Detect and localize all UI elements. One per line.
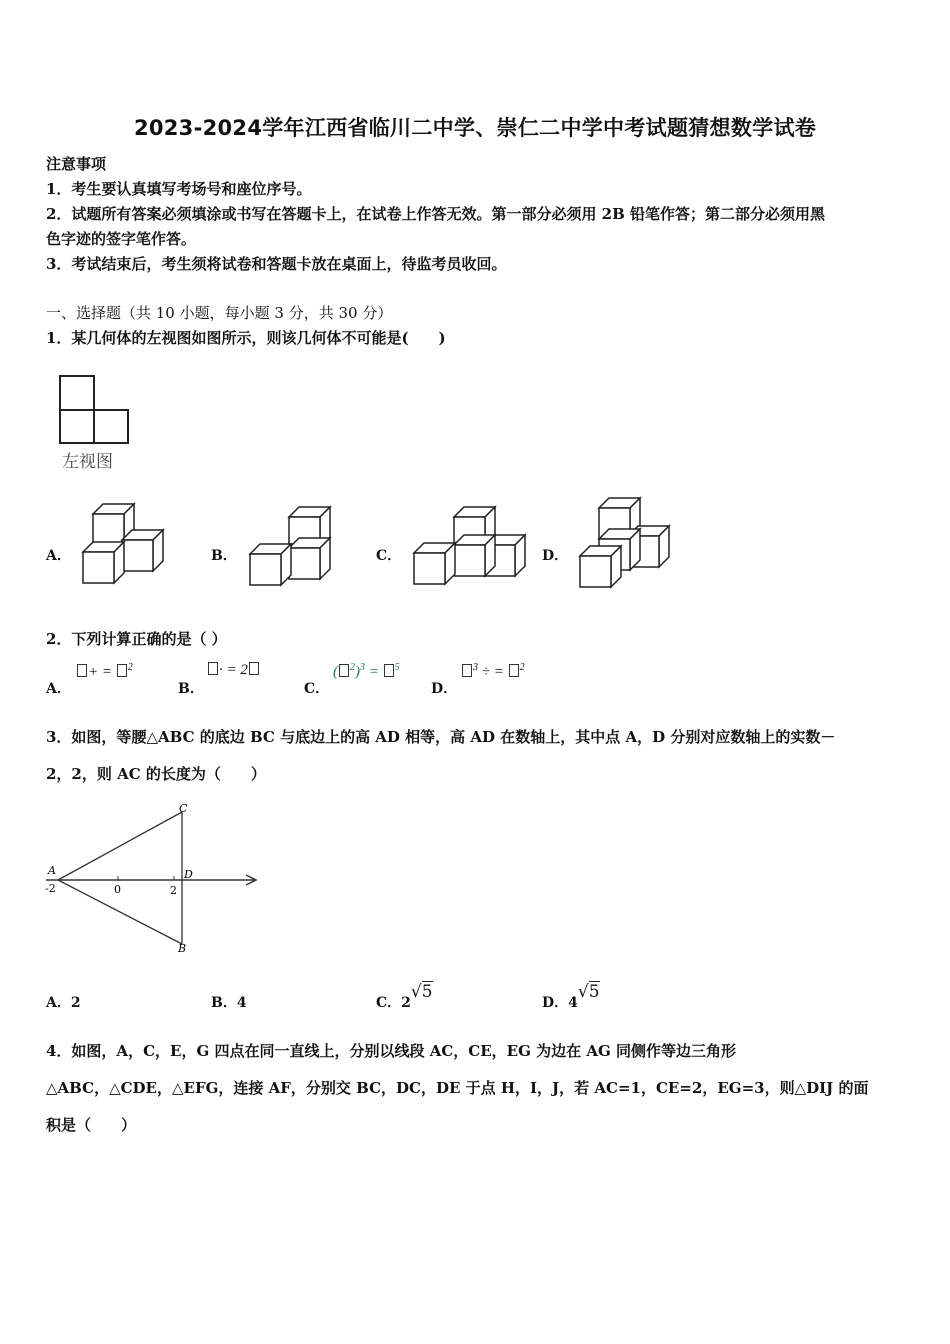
notice-heading: 注意事项: [46, 155, 107, 173]
section-heading: 一、选择题（共 10 小题，每小题 3 分，共 30 分）: [46, 304, 393, 322]
cube: [83, 542, 124, 583]
q3-option-a[interactable]: A．2: [46, 995, 81, 1011]
q3-option-c[interactable]: C．2√5: [376, 982, 433, 1011]
q2-option-d-expr[interactable]: $^3$ ÷ = $^2$: [461, 662, 525, 681]
q1-stem: 1．某几何体的左视图如图所示，则该几何体不可能是( ): [46, 329, 446, 347]
q2-option-b-label: B．: [178, 681, 204, 697]
q4-stem-line2: △ABC，△CDE，△EFG，连接 AF，分别交 BC，DC，DE 于点 H，I，J，若 AC=1，CE=2，EG=3，则△DIJ 的面: [46, 1079, 869, 1097]
q3-stem-line1: 3．如图，等腰△ABC 的底边 BC 与底边上的高 AD 相等，高 AD 在数轴上，其中点 A，D 分别对应数轴上的实数－: [46, 728, 836, 746]
q4-stem-line3: 积是（ ）: [46, 1116, 137, 1134]
q1-option-c-figure[interactable]: [411, 505, 531, 590]
cube: [580, 546, 621, 587]
point-b-label: B: [178, 942, 187, 955]
q1-option-b-figure[interactable]: [247, 505, 337, 590]
tick-two-label: 2: [170, 884, 177, 897]
cube: [250, 544, 291, 585]
point-a-label: A: [48, 864, 56, 877]
q3-option-b[interactable]: B．4: [211, 995, 247, 1011]
q2-option-a-expr[interactable]: + = $^2$: [76, 662, 133, 681]
cube: [454, 535, 495, 576]
tick-neg2-label: -2: [45, 882, 56, 895]
left-view-caption: 左视图: [62, 452, 113, 472]
q1-option-b-label: B．: [211, 548, 237, 564]
q1-option-a-label: A．: [46, 548, 71, 564]
notice-item-1: 1．考生要认真填写考场号和座位序号。: [46, 180, 312, 198]
q2-option-b-expr[interactable]: · = 2: [207, 662, 260, 679]
point-c-label: C: [179, 802, 188, 815]
page-title: 2023-2024学年江西省临川二中学、崇仁二中学中考试题猜想数学试卷: [133, 116, 817, 140]
q1-option-d-label: D．: [542, 548, 569, 564]
point-d-label: D: [184, 868, 193, 881]
cube: [289, 538, 330, 579]
tick-zero-label: 0: [114, 883, 121, 896]
q3-number-line-figure: [40, 800, 270, 960]
q1-option-d-figure[interactable]: [577, 496, 677, 591]
cube: [122, 530, 163, 571]
left-view-figure: [59, 375, 131, 445]
notice-item-3: 3．考试结束后，考生须将试卷和答题卡放在桌面上，待监考员收回。: [46, 255, 507, 273]
q4-stem-line1: 4．如图，A，C，E，G 四点在同一直线上，分别以线段 AC，CE，EG 为边在 AG 同侧作等边三角形: [46, 1042, 737, 1060]
q2-option-c-expr[interactable]: ( $^2$)$^3$ = $^5$: [333, 662, 400, 680]
q2-option-d-label: D．: [431, 681, 458, 697]
cube: [414, 543, 455, 584]
notice-item-2: 2．试题所有答案必须填涂或书写在答题卡上，在试卷上作答无效。第一部分必须用 2B 铅笔作答；第二部分必须用黑: [46, 205, 826, 223]
notice-item-2-cont: 色字迹的签字笔作答。: [46, 230, 197, 248]
q2-option-a-label: A．: [46, 681, 71, 697]
q1-option-c-label: C．: [376, 548, 402, 564]
q2-stem: 2．下列计算正确的是（ ）: [46, 630, 227, 648]
q3-option-d[interactable]: D．4√5: [542, 982, 600, 1011]
q3-stem-line2: 2，2，则 AC 的长度为（ ）: [46, 765, 266, 783]
q1-option-a-figure[interactable]: [80, 500, 170, 590]
q2-option-c-label: C．: [304, 681, 330, 697]
